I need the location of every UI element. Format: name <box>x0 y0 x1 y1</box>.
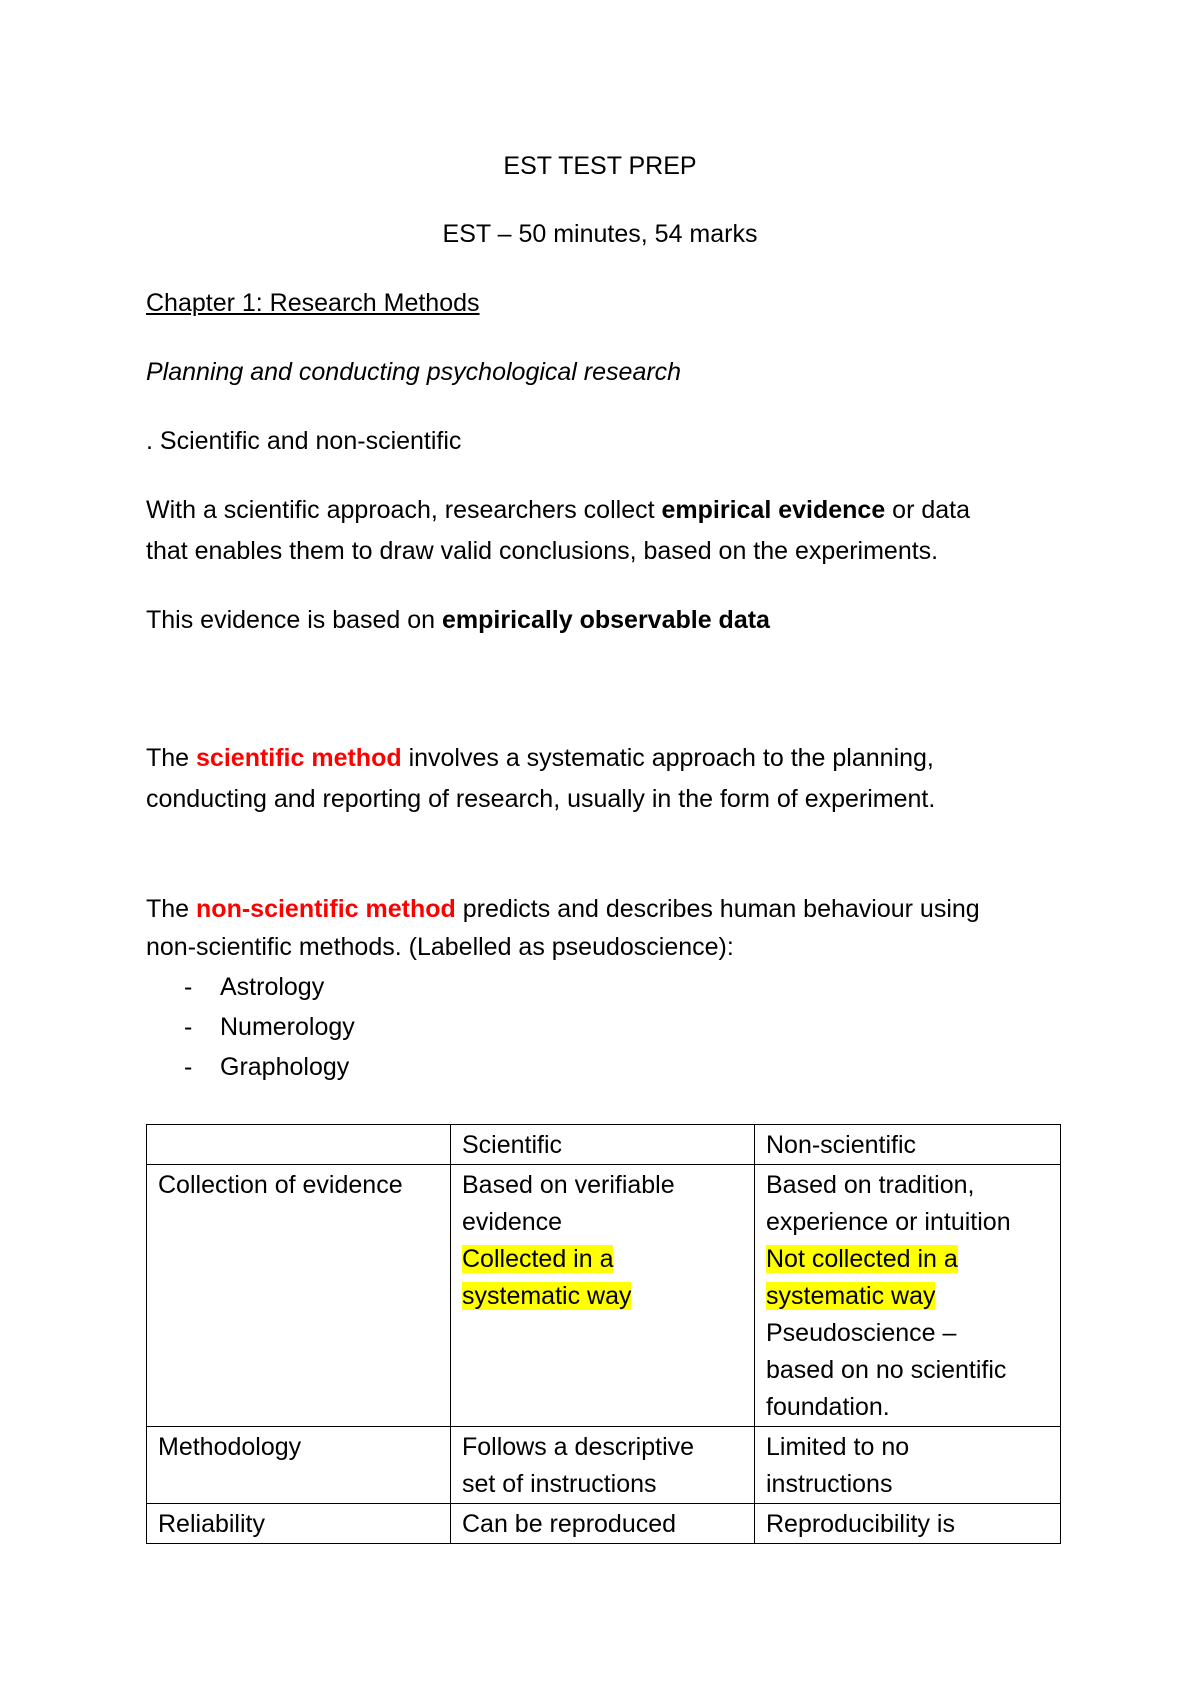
list-item-text: Astrology <box>220 973 325 1001</box>
highlighted-text: systematic way <box>462 1282 632 1310</box>
list-item <box>146 967 324 1007</box>
table-cell <box>451 1165 755 1427</box>
table-cell <box>451 1504 755 1544</box>
cell-text: instructions <box>766 1470 893 1498</box>
list-item <box>146 1007 355 1047</box>
table-header-row <box>147 1125 1061 1165</box>
subsection-heading: . Scientific and non-scientific <box>146 427 462 455</box>
cell-text: Reproducibility is <box>766 1510 955 1538</box>
red-term: scientific method <box>196 744 402 772</box>
text-run: predicts and describes human behaviour using <box>455 895 980 923</box>
bold-term: empirically observable data <box>442 606 770 634</box>
table-cell <box>755 1427 1061 1504</box>
cell-text: evidence <box>462 1208 563 1236</box>
text-run: involves a systematic approach to the planning, <box>401 744 934 772</box>
red-term: non-scientific method <box>196 895 456 923</box>
table-cell <box>755 1165 1061 1427</box>
cell-text: Pseudoscience – <box>766 1319 957 1347</box>
table-row <box>147 1504 1061 1544</box>
list-marker: - <box>184 973 193 1001</box>
list-item-text: Numerology <box>220 1013 355 1041</box>
highlighted-text: Collected in a <box>462 1245 614 1273</box>
paragraph-empirical-line2: that enables them to draw valid conclusions, based on the experiments. <box>146 537 939 565</box>
cell-text: Based on verifiable <box>462 1171 675 1199</box>
table-header-cell: Scientific <box>451 1125 755 1165</box>
table-row <box>147 1427 1061 1504</box>
list-marker: - <box>184 1013 193 1041</box>
cell-text: foundation. <box>766 1393 890 1421</box>
cell-text: based on no scientific <box>766 1356 1007 1384</box>
row-label: Collection of evidence <box>147 1165 451 1427</box>
table-cell <box>755 1504 1061 1544</box>
cell-text: Based on tradition, <box>766 1171 975 1199</box>
table-row <box>147 1165 1061 1427</box>
table-header-cell <box>147 1125 451 1165</box>
table-cell <box>451 1427 755 1504</box>
list-marker: - <box>184 1053 193 1081</box>
paragraph-empirical-line1 <box>146 490 970 530</box>
cell-text: set of instructions <box>462 1470 657 1498</box>
document-title: EST TEST PREP <box>503 152 697 180</box>
document-subtitle: EST – 50 minutes, 54 marks <box>442 220 758 248</box>
text-run: With a scientific approach, researchers collect <box>146 496 662 524</box>
text-run: The <box>146 744 197 772</box>
paragraph-scientific-method-line1 <box>146 738 934 778</box>
highlighted-text: systematic way <box>766 1282 936 1310</box>
text-run: This evidence is based on <box>146 606 443 634</box>
highlighted-text: Not collected in a <box>766 1245 958 1273</box>
chapter-heading: Chapter 1: Research Methods <box>146 289 480 317</box>
row-label: Methodology <box>147 1427 451 1504</box>
cell-text: experience or intuition <box>766 1208 1011 1236</box>
list-item-text: Graphology <box>220 1053 350 1081</box>
bold-term: empirical evidence <box>661 496 886 524</box>
comparison-table <box>146 1124 1061 1544</box>
paragraph-non-scientific-line1 <box>146 889 980 929</box>
list-item <box>146 1047 349 1087</box>
cell-text: Limited to no <box>766 1433 910 1461</box>
cell-text: Follows a descriptive <box>462 1433 695 1461</box>
table-header-cell: Non-scientific <box>755 1125 1061 1165</box>
section-heading: Planning and conducting psychological research <box>146 358 682 386</box>
paragraph-scientific-method-line2: conducting and reporting of research, usually in the form of experiment. <box>146 785 936 813</box>
paragraph-non-scientific-line2: non-scientific methods. (Labelled as pseudoscience): <box>146 933 734 961</box>
row-label: Reliability <box>147 1504 451 1544</box>
text-run: The <box>146 895 197 923</box>
text-run: or data <box>885 496 971 524</box>
cell-text: Can be reproduced <box>462 1510 677 1538</box>
paragraph-observable <box>146 600 770 640</box>
